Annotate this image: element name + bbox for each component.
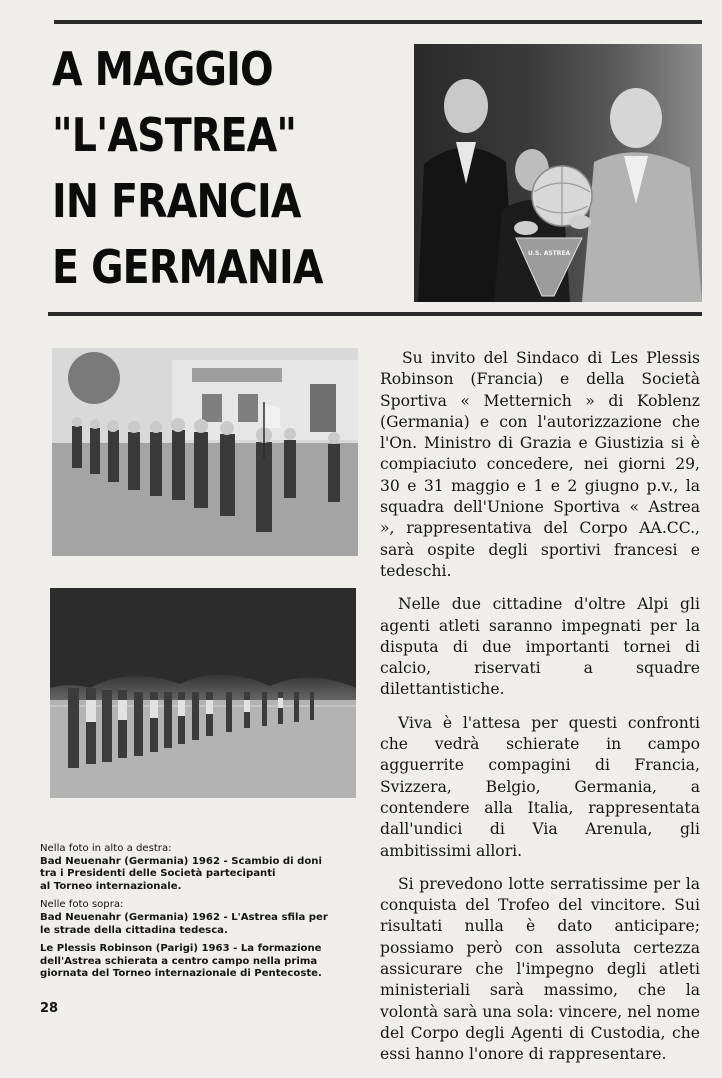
caption-plessis [40,943,370,981]
caption-top-right-title: Nella foto in alto a destra: [40,843,172,854]
headline-line-4: E GERMANIA [52,240,323,294]
caption-above [40,899,370,937]
photo-lineup-illustration [50,588,356,798]
top-rule [54,20,702,24]
caption-line: Bad Neuenahr (Germania) 1962 - L'Astrea sfila per [40,911,328,923]
headline-line-2: "L'ASTREA" [52,108,297,162]
photo-captions [40,843,370,987]
caption-line: giornata del Torneo internazionale di Pentecoste. [40,968,322,980]
caption-line: Le Plessis Robinson (Parigi) 1963 - La formazione [40,943,322,955]
photo-team-parade [52,348,358,556]
photo-presidents-gift-exchange [414,44,702,302]
photo-parade-illustration [52,348,358,556]
caption-above-title: Nelle foto sopra: [40,899,124,911]
headline-line-1: A MAGGIO [52,42,273,96]
caption-line: tra i Presidenti delle Società partecipanti [40,868,276,880]
caption-line: al Torneo internazionale. [40,880,182,892]
caption-line: le strade della cittadina tedesca. [40,924,228,936]
headline-line-3: IN FRANCIA [52,174,301,228]
middle-rule [48,312,702,316]
article-paragraph-4: Si prevedono lotte serratissime per la conquista del Trofeo del vincitore. Sui risultati nulla è dato anticipare; possiamo però con assoluta certezza assicurare che l'impegno degli atleti ministeriali sarà massimo, che la volontà sarà una sola: vincere, nel nome del Corpo degli Agenti di Custodia, che essi hanno l'onore di rappresentare. [380,874,700,1064]
caption-line: dell'Astrea schierata a centro campo nella prima [40,955,318,967]
article-paragraph-3: Viva è l'attesa per questi confronti che vedrà schierate in campo agguerrite compagini di Francia, Svizzera, Belgio, Germania, a contendere alla Italia, rappresentata dall'undici di Via Arenula, gli ambitissimi allori. [380,713,700,860]
photo-team-lineup [50,588,356,798]
caption-line: Bad Neuenahr (Germania) 1962 - Scambio di doni [40,855,322,867]
article-body [380,348,700,1078]
photo-presidents-illustration [414,44,702,302]
caption-top-right [40,843,370,893]
article-paragraph-2: Nelle due cittadine d'oltre Alpi gli agenti atleti saranno impegnati per la disputa di due importanti tornei di calcio, riservati a squadre dilettantistiche. [380,595,700,699]
page-number: 28 [40,1001,59,1016]
pennant-text: U.S. ASTREA [527,250,571,257]
headline [52,36,353,300]
article-paragraph-1: Su invito del Sindaco di Les Plessis Robinson (Francia) e della Società Sportiva « Metternich » di Koblenz (Germania) e con l'autorizzazione che l'On. Ministro di Grazia e Giustizia si è compiaciuto concedere, nei giorni 29, 30 e 31 maggio e 1 e 2 giugno p.v., la squadra dell'Unione Sportiva « Astrea », rappresentativa del Corpo AA.CC., sarà ospite degli sportivi francesi e tedeschi. [380,349,700,580]
